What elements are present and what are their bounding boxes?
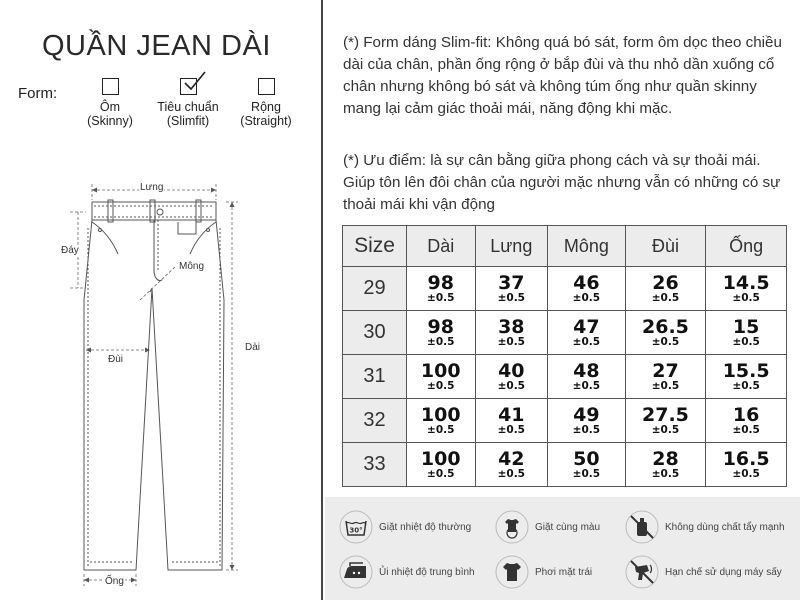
table-cell xyxy=(625,311,706,355)
table-cell xyxy=(706,399,787,443)
table-cell xyxy=(475,311,548,355)
cell-value: 40 xyxy=(498,360,525,382)
right-panel xyxy=(325,0,800,600)
page-title: QUẦN JEAN DÀI xyxy=(42,30,271,62)
cell-value: 26 xyxy=(652,272,679,294)
cell-tolerance: ±0.5 xyxy=(651,380,680,392)
care-item-iron xyxy=(339,555,475,589)
cell-value: 42 xyxy=(498,448,525,470)
form-option-slimfit-sub: (Slimfit) xyxy=(166,114,210,128)
care-text: Phơi mặt trái xyxy=(535,566,593,578)
size-cell: 31 xyxy=(343,355,407,399)
form-option-slimfit-name: Tiêu chuẩn xyxy=(157,100,219,114)
table-cell xyxy=(475,399,548,443)
cell-value: 15 xyxy=(732,316,760,338)
cell-tolerance: ±0.5 xyxy=(732,336,760,348)
size-cell: 30 xyxy=(343,311,407,355)
care-item-no-bleach xyxy=(625,510,785,544)
cell-tolerance: ±0.5 xyxy=(651,468,680,480)
table-cell xyxy=(407,267,476,311)
table-cell xyxy=(475,355,548,399)
cell-tolerance: ±0.5 xyxy=(427,292,455,304)
size-table-header xyxy=(343,226,787,267)
cell-value: 50 xyxy=(573,448,600,470)
wash-similar-colors-icon xyxy=(495,510,529,544)
cell-value: 48 xyxy=(573,360,600,382)
cell-value: 98 xyxy=(427,316,454,338)
table-cell xyxy=(407,311,476,355)
care-item-no-dryer xyxy=(625,555,782,589)
cell-tolerance: ±0.5 xyxy=(427,424,455,436)
table-cell xyxy=(706,443,787,487)
header-size: Size xyxy=(343,226,407,267)
form-option-straight-sub: (Straight) xyxy=(240,114,292,128)
form-description: (*) Form dáng Slim-fit: Không quá bó sát, form ôm dọc theo chiều dài của chân, phần ống rộng ở bắp đùi và thu nhỏ dần xuống cổ chân nhưng không bó sát và không túm ống như quần skinny mang lại cảm giác thoải mái, năng động khi mặc. xyxy=(343,34,782,117)
cell-value: 37 xyxy=(498,272,525,294)
panel-divider xyxy=(321,0,323,600)
care-text: Hạn chế sử dụng máy sấy xyxy=(665,566,782,578)
table-cell xyxy=(625,355,706,399)
table-cell xyxy=(475,267,548,311)
table-cell xyxy=(548,311,626,355)
cell-value: 27 xyxy=(652,360,679,382)
size-cell: 32 xyxy=(343,399,407,443)
header-dui: Đùi xyxy=(625,226,706,267)
cell-tolerance: ±0.5 xyxy=(651,424,680,436)
header-lung: Lưng xyxy=(475,226,548,267)
table-cell xyxy=(548,399,626,443)
cell-tolerance: ±0.5 xyxy=(497,468,525,480)
cell-tolerance: ±0.5 xyxy=(427,468,455,480)
cell-value: 14.5 xyxy=(722,272,770,294)
form-option-skinny-sub: (Skinny) xyxy=(87,114,133,128)
care-instructions xyxy=(325,497,800,600)
table-row xyxy=(343,267,787,311)
cell-value: 28 xyxy=(652,448,679,470)
care-text: Ủi nhiệt độ trung bình xyxy=(379,566,475,578)
table-cell xyxy=(548,267,626,311)
cell-value: 100 xyxy=(420,448,461,470)
left-panel xyxy=(0,0,320,600)
form-option-straight-name: Rộng xyxy=(251,100,281,114)
cell-tolerance: ±0.5 xyxy=(497,424,525,436)
label-day: Đáy xyxy=(61,245,79,256)
label-dui: Đùi xyxy=(108,354,124,365)
form-option-straight[interactable] xyxy=(221,78,311,128)
form-option-slimfit[interactable] xyxy=(143,78,233,128)
size-cell: 29 xyxy=(343,267,407,311)
table-cell xyxy=(475,443,548,487)
cell-value: 100 xyxy=(420,404,461,426)
cell-value: 15.5 xyxy=(722,360,770,382)
checkmark-icon xyxy=(183,70,207,92)
cell-tolerance: ±0.5 xyxy=(427,380,455,392)
table-cell xyxy=(706,355,787,399)
no-dryer-icon xyxy=(625,555,659,589)
table-cell xyxy=(625,399,706,443)
cell-tolerance: ±0.5 xyxy=(497,336,525,348)
table-cell xyxy=(407,355,476,399)
cell-tolerance: ±0.5 xyxy=(497,292,525,304)
cell-tolerance: ±0.5 xyxy=(651,292,680,304)
label-dai: Dài xyxy=(245,342,261,353)
size-cell: 33 xyxy=(343,443,407,487)
cell-tolerance: ±0.5 xyxy=(732,468,760,480)
header-dai: Dài xyxy=(407,226,476,267)
cell-value: 41 xyxy=(498,404,525,426)
cell-value: 27.5 xyxy=(642,404,689,426)
cell-tolerance: ±0.5 xyxy=(572,468,601,480)
cell-value: 38 xyxy=(498,316,525,338)
advantage-description: (*) Ưu điểm: là sự cân bằng giữa phong cách và sự thoải mái. Giúp tôn lên đôi chân của người mặc nhưng vẫn có những có sự thoải mái khi vận động xyxy=(343,152,781,213)
table-cell xyxy=(625,267,706,311)
header-mong: Mông xyxy=(548,226,626,267)
checkbox-slimfit[interactable] xyxy=(180,78,197,95)
care-item-wash-normal xyxy=(339,510,471,544)
table-cell xyxy=(407,443,476,487)
label-ong: Ống xyxy=(105,576,124,587)
checkbox-straight[interactable] xyxy=(258,78,275,95)
label-lung: Lưng xyxy=(140,182,164,193)
care-text: Không dùng chất tẩy mạnh xyxy=(665,521,785,533)
cell-tolerance: ±0.5 xyxy=(572,292,601,304)
cell-value: 47 xyxy=(573,316,600,338)
size-table xyxy=(342,225,787,487)
header-ong: Ống xyxy=(706,226,787,267)
cell-tolerance: ±0.5 xyxy=(732,424,760,436)
table-cell xyxy=(706,311,787,355)
cell-value: 26.5 xyxy=(642,316,689,338)
svg-text:30°: 30° xyxy=(349,526,363,535)
cell-value: 98 xyxy=(427,272,454,294)
table-cell xyxy=(706,267,787,311)
no-bleach-icon xyxy=(625,510,659,544)
cell-value: 46 xyxy=(573,272,600,294)
care-item-dry-inside-out xyxy=(495,555,592,589)
table-cell xyxy=(548,443,626,487)
care-item-wash-similar xyxy=(495,510,600,544)
form-label: Form: xyxy=(18,85,58,102)
care-text: Giặt cùng màu xyxy=(535,521,601,533)
cell-value: 100 xyxy=(420,360,461,382)
table-row xyxy=(343,443,787,487)
cell-tolerance: ±0.5 xyxy=(732,292,760,304)
table-cell xyxy=(625,443,706,487)
cell-tolerance: ±0.5 xyxy=(497,380,525,392)
table-cell xyxy=(407,399,476,443)
wash-30-icon xyxy=(339,510,373,544)
cell-tolerance: ±0.5 xyxy=(427,336,455,348)
table-row xyxy=(343,311,787,355)
label-mong: Mông xyxy=(179,261,205,272)
cell-tolerance: ±0.5 xyxy=(732,380,760,392)
cell-value: 16.5 xyxy=(722,448,770,470)
form-option-skinny[interactable] xyxy=(65,78,155,128)
dry-inside-out-icon xyxy=(495,555,529,589)
iron-medium-icon xyxy=(339,555,373,589)
cell-tolerance: ±0.5 xyxy=(572,380,601,392)
cell-value: 49 xyxy=(573,404,600,426)
table-row xyxy=(343,355,787,399)
checkbox-skinny[interactable] xyxy=(102,78,119,95)
form-option-skinny-name: Ôm xyxy=(99,100,121,114)
table-cell xyxy=(548,355,626,399)
pants-diagram xyxy=(0,170,320,600)
cell-tolerance: ±0.5 xyxy=(572,336,601,348)
cell-tolerance: ±0.5 xyxy=(651,336,680,348)
cell-tolerance: ±0.5 xyxy=(572,424,601,436)
cell-value: 16 xyxy=(732,404,760,426)
table-row xyxy=(343,399,787,443)
care-text: Giặt nhiệt độ thường xyxy=(379,521,472,533)
